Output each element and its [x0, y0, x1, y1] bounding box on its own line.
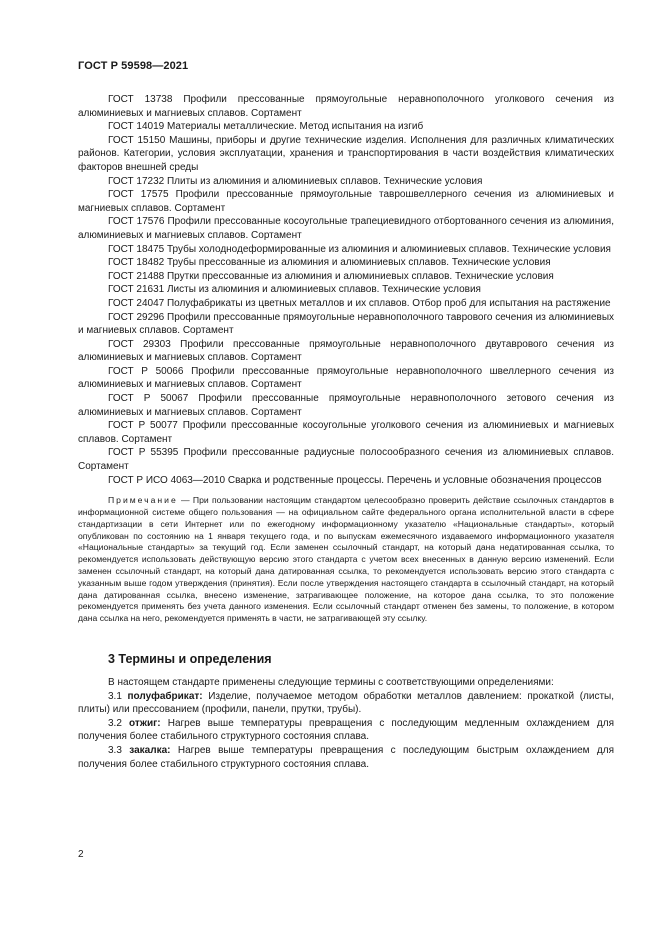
term-name: закалка:: [129, 744, 171, 756]
reference-item: ГОСТ 21488 Прутки прессованные из алюминия и алюминиевых сплавов. Технические условия: [108, 270, 554, 282]
reference-item: ГОСТ Р 55395 Профили прессованные радиусные полосообразного сечения из алюминиевых сплавов. Сортамент: [78, 447, 614, 473]
section-title: 3 Термины и определения: [108, 651, 272, 666]
term-definition: [78, 690, 614, 717]
reference-item: ГОСТ 24047 Полуфабрикаты из цветных металлов и их сплавов. Отбор проб для испытания на растяжение: [108, 297, 611, 309]
note-text: — При пользовании настоящим стандартом целесообразно проверить действие ссылочных стандартов в информационной системе общего пользования — на официальном сайте федерального органа исполнительной власти в сфере стандартизации в сети Интернет или по ежегодному информационному указателю «Национальные стандарты», который опубликован по состоянию на 1 января текущего года, и по выпускам ежемесячного издаваемого информационного указателя «Национальные стандарты» за текущий год. Если заменен ссылочный стандарт, на который дана недатированная ссылка, то рекомендуется использовать действующую версию этого стандарта с учетом всех внесенных в данную версию изменений. Если заменен ссылочный стандарт, на который дана датированная ссылка, то рекомендуется использовать версию этого стандарта с указанным выше годом утверждения (принятия). Если после утверждения настоящего стандарта в ссылочный стандарт, на который дана датированная ссылка, внесено изменение, затрагивающее положение, на которое дана ссылка, то это положение рекомендуется применять без учета данного изменения. Если ссылочный стандарт отменен без замены, то положение, в котором дана ссылка на него, рекомендуется применять в части, не затрагивающей эту ссылку.: [78, 495, 614, 624]
term-definition: [78, 717, 614, 744]
reference-item: ГОСТ Р 50066 Профили прессованные прямоугольные неравнополочного швеллерного сечения из алюминиевых и магниевых сплавов. Сортамент: [78, 365, 614, 391]
reference-item: ГОСТ 13738 Профили прессованные прямоугольные неравнополочного уголкового сечения из алюминиевых и магниевых сплавов. Сортамент: [78, 94, 614, 119]
reference-item: ГОСТ 17576 Профили прессованные косоугольные трапециевидного отбортованного сечения из алюминия, алюминиевых и магниевых сплавов. Сортамент: [78, 216, 614, 241]
reference-item: ГОСТ 17232 Плиты из алюминия и алюминиевых сплавов. Технические условия: [108, 175, 483, 187]
term-definition: [78, 744, 614, 771]
reference-item: ГОСТ 18482 Трубы прессованные из алюминия и алюминиевых сплавов. Технические условия: [108, 257, 551, 269]
term-text: Нагрев выше температуры превращения с последующим медленным охлаждением для получения более стабильного структурного состояния сплава.: [78, 717, 614, 743]
term-number: 3.1: [108, 690, 128, 702]
reference-item: ГОСТ 21631 Листы из алюминия и алюминиевых сплавов. Технические условия: [108, 284, 481, 296]
term-name: полуфабрикат:: [127, 690, 203, 702]
reference-item: ГОСТ 18475 Трубы холоднодеформированные из алюминия и алюминиевых сплавов. Технические условия: [108, 243, 611, 255]
page-content: [78, 93, 614, 771]
term-text: Нагрев выше температуры превращения с последующим быстрым охлаждением для получения более стабильного структурного состояния сплава.: [78, 744, 614, 770]
reference-item: ГОСТ 17575 Профили прессованные прямоугольные таврошвеллерного сечения из алюминиевых и магниевых сплавов. Сортамент: [78, 189, 614, 214]
page-number: 2: [78, 849, 84, 860]
reference-item: ГОСТ 29296 Профили прессованные прямоугольные неравнополочного таврового сечения из алюминиевых и магниевых сплавов. Сортамент: [78, 311, 614, 337]
reference-item: ГОСТ Р ИСО 4063—2010 Сварка и родственные процессы. Перечень и условные обозначения процессов: [108, 474, 602, 486]
document-header: ГОСТ Р 59598—2021: [78, 60, 189, 72]
section-intro: В настоящем стандарте применены следующие термины с соответствующими определениями:: [108, 676, 554, 688]
note-label: Примечание: [108, 495, 178, 506]
term-text: Изделие, получаемое методом обработки металлов давлением: прокаткой (листы, плиты) или прессованием (профили, панели, прутки, трубы).: [78, 690, 614, 716]
note-paragraph: [78, 495, 614, 625]
reference-item: ГОСТ Р 50077 Профили прессованные косоугольные уголкового сечения из алюминиевых и магниевых сплавов. Сортамент: [78, 420, 614, 445]
term-name: отжиг:: [129, 717, 161, 729]
term-number: 3.2: [108, 717, 129, 729]
reference-item: ГОСТ 15150 Машины, приборы и другие технические изделия. Исполнения для различных климатических районов. Категории, условия эксплуатации, хранения и транспортирования в части воздействия климатических факторов внешней среды: [78, 134, 614, 173]
reference-item: ГОСТ 29303 Профили прессованные прямоугольные неравнополочного двутаврового сечения из алюминиевых и магниевых сплавов. Сортамент: [78, 338, 614, 364]
term-number: 3.3: [108, 744, 130, 756]
reference-list: [78, 93, 614, 487]
reference-item: ГОСТ 14019 Материалы металлические. Метод испытания на изгиб: [108, 121, 424, 133]
reference-item: ГОСТ Р 50067 Профили прессованные прямоугольные неравнополочного зетового сечения из алюминиевых и магниевых сплавов. Сортамент: [78, 393, 614, 418]
